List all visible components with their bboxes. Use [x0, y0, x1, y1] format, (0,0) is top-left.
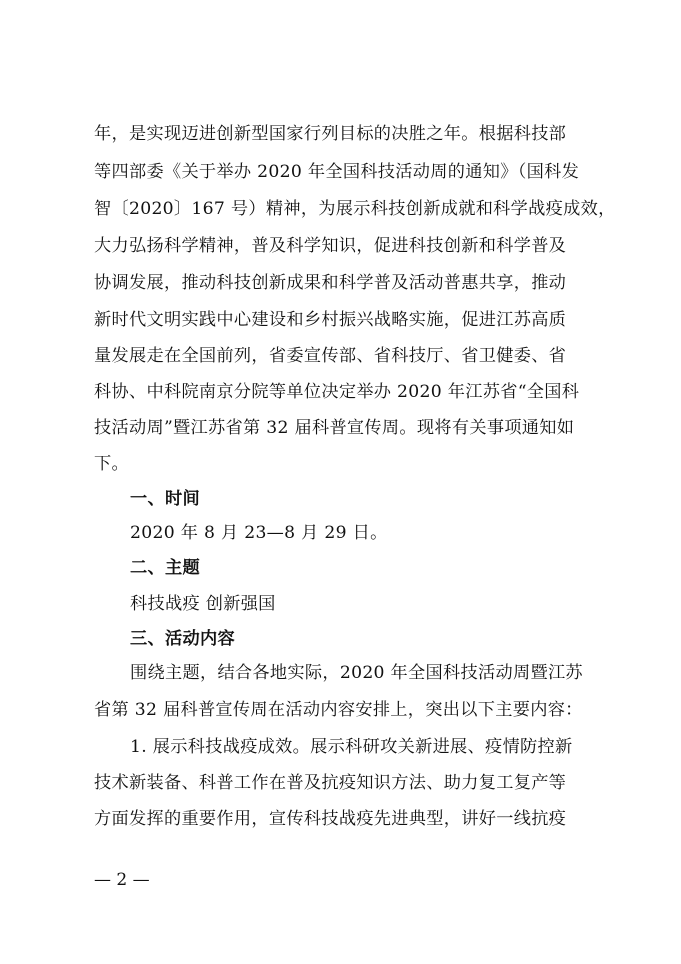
body-line: 智〔2020〕167 号）精神，为展示科技创新成就和科学战疫成效， — [94, 199, 616, 219]
section-heading-time: 一、时间 — [130, 489, 200, 509]
activity-item-line: 1. 展示科技战疫成效。展示科研攻关新进展、疫情防控新 — [130, 737, 573, 757]
activities-intro-line: 围绕主题，结合各地实际，2020 年全国科技活动周暨江苏 — [130, 663, 583, 683]
body-line: 量发展走在全国前列，省委宣传部、省科技厅、省卫健委、省 — [94, 346, 567, 366]
body-line: 等四部委《关于举办 2020 年全国科技活动周的通知》（国科发 — [94, 162, 580, 182]
body-line: 技活动周”暨江苏省第 32 届科普宣传周。现将有关事项通知如 — [94, 418, 575, 438]
activity-item-line: 技术新装备、科普工作在普及抗疫知识方法、助力复工复产等 — [94, 773, 567, 793]
body-line: 大力弘扬科学精神，普及科学知识，促进科技创新和科学普及 — [94, 236, 567, 256]
body-line: 新时代文明实践中心建设和乡村振兴战略实施，促进江苏高质 — [94, 310, 567, 330]
body-line: 协调发展，推动科技创新成果和科学普及活动普惠共享，推动 — [94, 273, 567, 293]
section-heading-activities: 三、活动内容 — [130, 629, 235, 649]
page-number: — 2 — — [94, 870, 150, 890]
body-line: 下。 — [94, 454, 129, 474]
body-line: 科协、中科院南京分院等单位决定举办 2020 年江苏省“全国科 — [94, 382, 580, 402]
section-heading-theme: 二、主题 — [130, 558, 200, 578]
activities-intro-line: 省第 32 届科普宣传周在活动内容安排上，突出以下主要内容： — [94, 700, 583, 720]
body-line: 年，是实现迈进创新型国家行列目标的决胜之年。根据科技部 — [94, 124, 567, 144]
section-time-text: 2020 年 8 月 23—8 月 29 日。 — [130, 523, 388, 543]
section-theme-text: 科技战疫 创新强国 — [130, 594, 276, 614]
activity-item-line: 方面发挥的重要作用，宣传科技战疫先进典型，讲好一线抗疫 — [94, 809, 567, 829]
